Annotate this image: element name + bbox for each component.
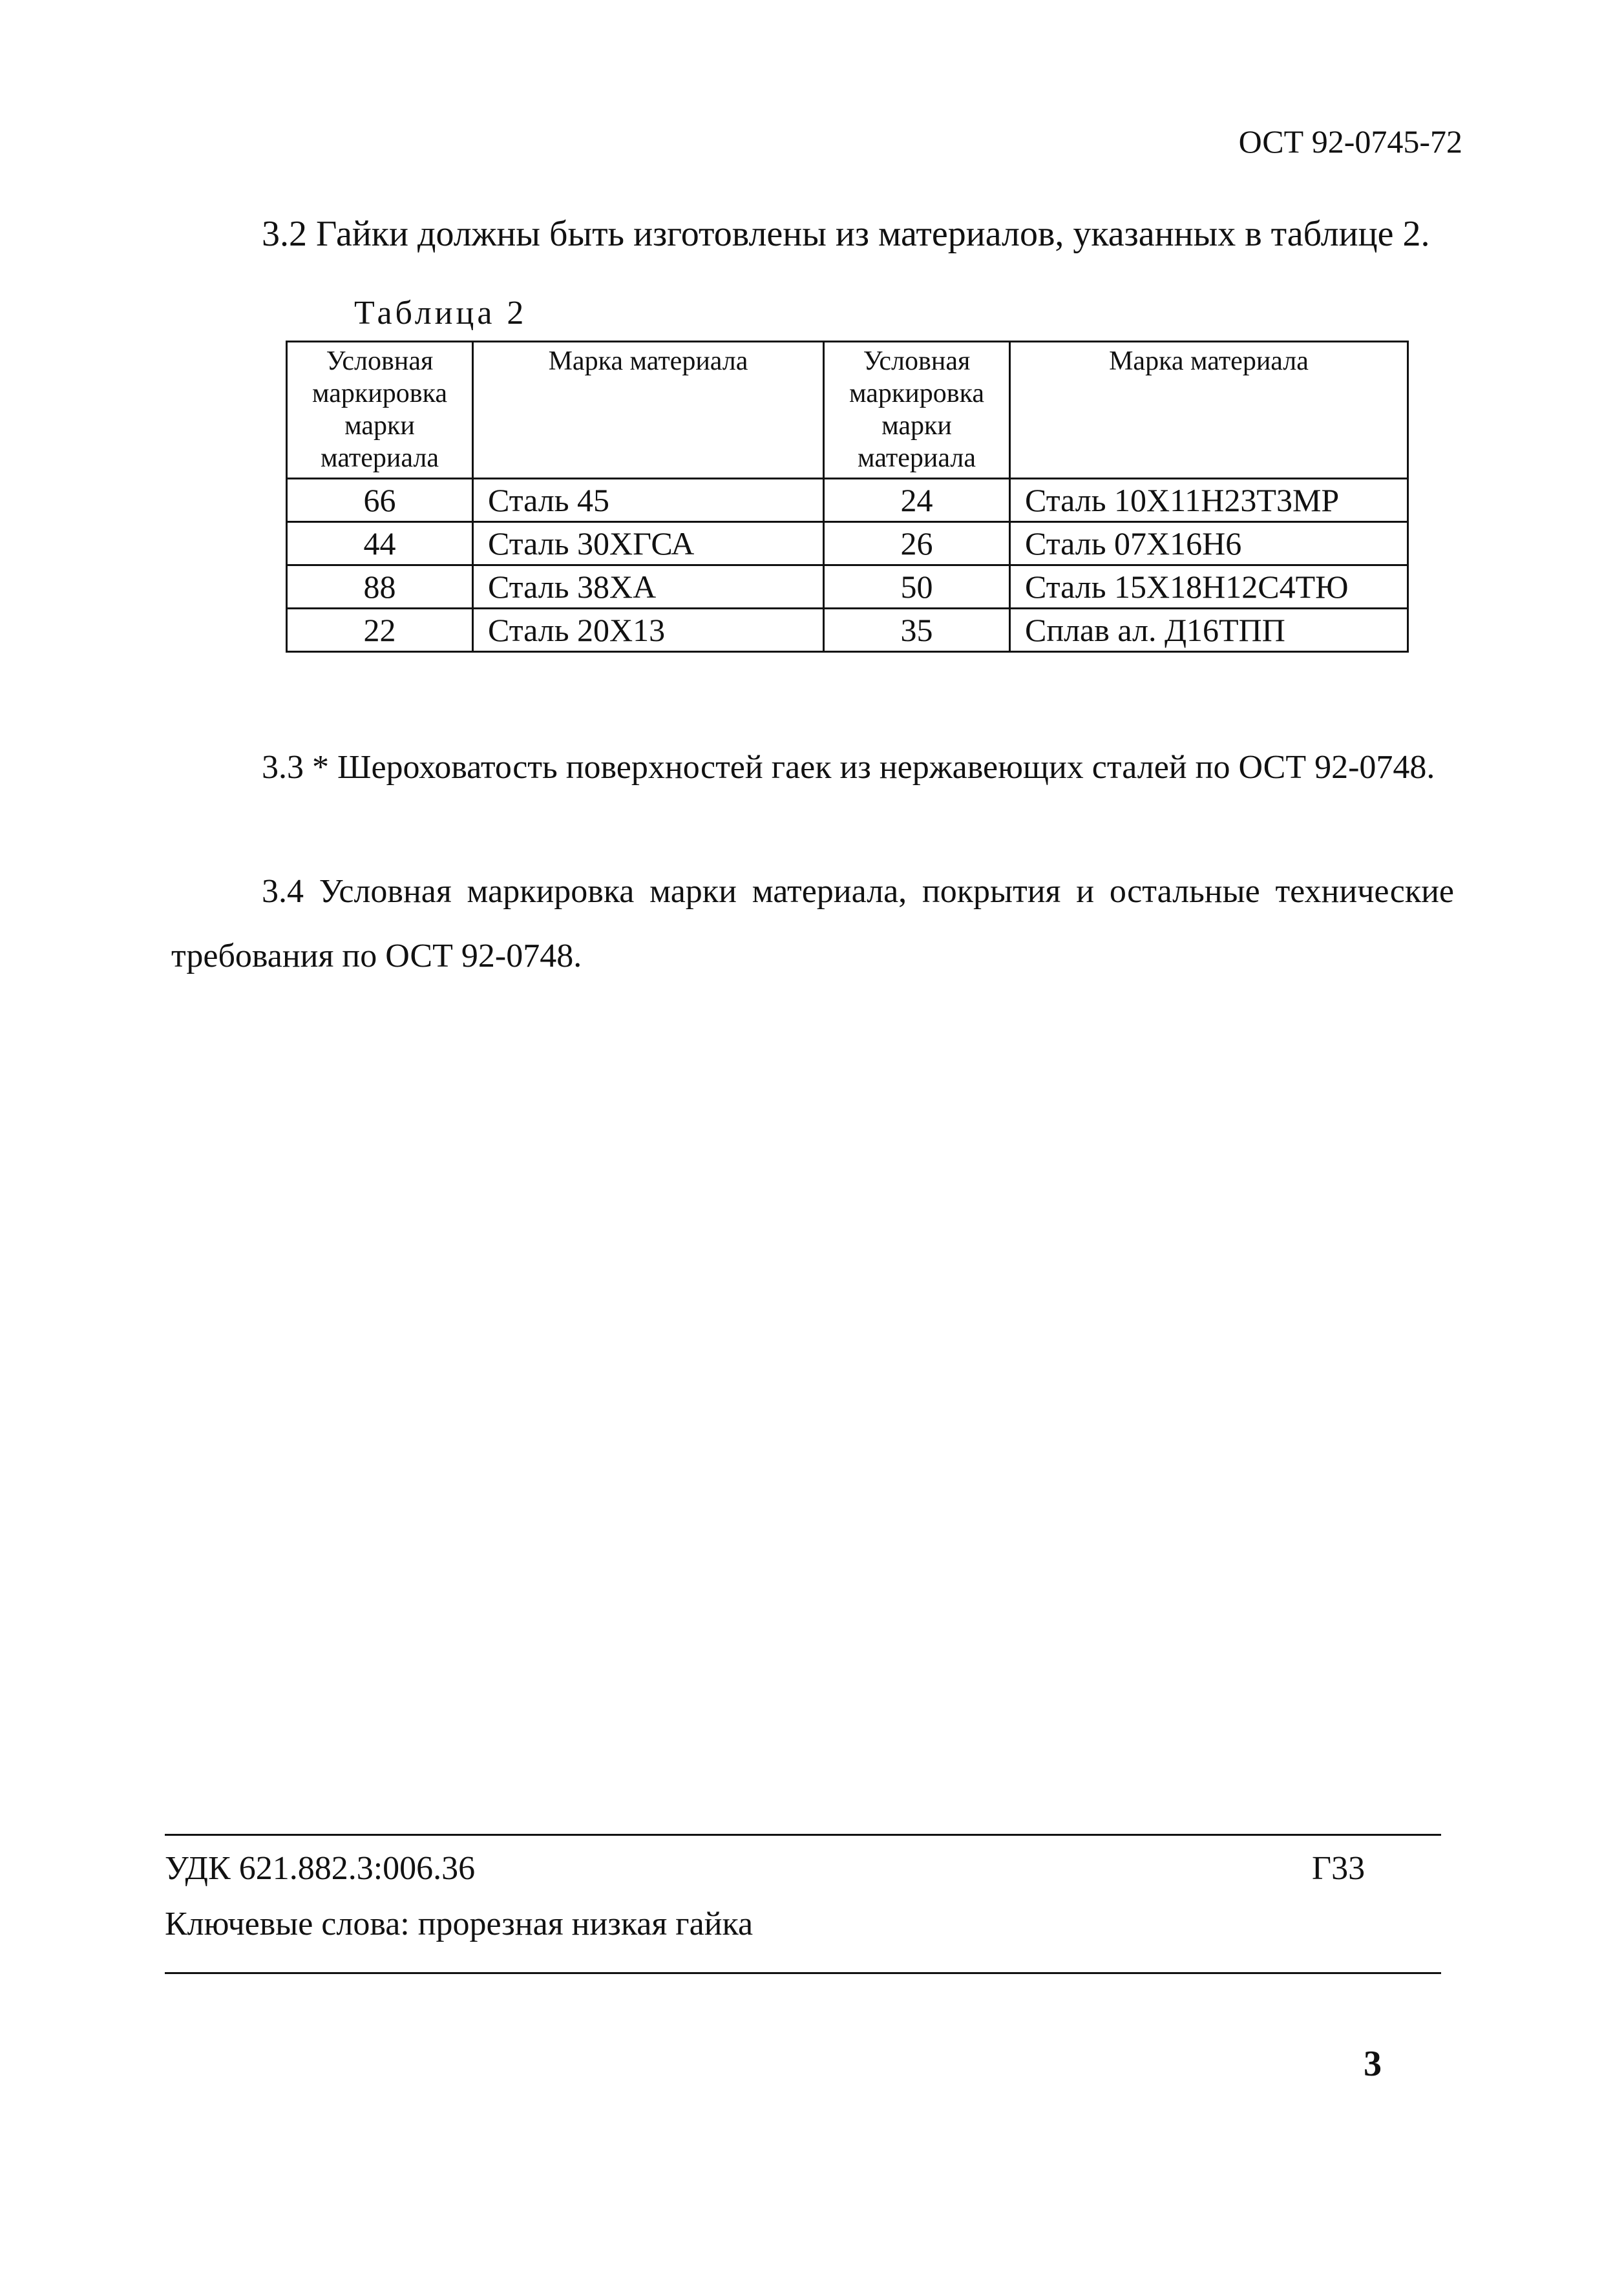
udk-code: УДК 621.882.3:006.36 <box>165 1850 476 1887</box>
group-code: Г33 <box>1312 1850 1366 1887</box>
header-material-2: Марка материала <box>1010 342 1408 479</box>
header-code-2: Условная маркировка марки материала <box>824 342 1010 479</box>
cell-code: 22 <box>287 609 473 652</box>
cell-material: Сплав ал. Д16ТПП <box>1010 609 1408 652</box>
cell-code: 35 <box>824 609 1010 652</box>
materials-table <box>286 341 1409 653</box>
cell-material: Сталь 38ХА <box>473 565 824 609</box>
keywords: Ключевые слова: прорезная низкая гайка <box>165 1906 754 1942</box>
cell-material: Сталь 15Х18Н12С4ТЮ <box>1010 565 1408 609</box>
cell-code: 66 <box>287 479 473 522</box>
document-code: ОСТ 92-0745-72 <box>1238 123 1462 160</box>
footer-bottom-divider <box>165 1972 1441 1974</box>
cell-material: Сталь 10Х11Н23Т3МР <box>1010 479 1408 522</box>
cell-material: Сталь 45 <box>473 479 824 522</box>
table-row <box>287 565 1408 609</box>
page-number: 3 <box>1364 2044 1382 2084</box>
cell-material: Сталь 20Х13 <box>473 609 824 652</box>
footer-top-divider <box>165 1834 1441 1836</box>
section-3-3-body: 3.3 * Шероховатость поверхностей гаек из нержавеющих сталей по ОСТ 92-0748. <box>262 749 1435 786</box>
section-3-3-text <box>171 735 1454 800</box>
section-3-4-text <box>171 859 1454 989</box>
header-material-1: Марка материала <box>473 342 824 479</box>
header-code-1: Условная маркировка марки материала <box>287 342 473 479</box>
cell-code: 88 <box>287 565 473 609</box>
cell-material: Сталь 07Х16Н6 <box>1010 522 1408 565</box>
section-3-2-text: 3.2 Гайки должны быть изготовлены из материалов, указанных в таблице 2. <box>262 214 1430 254</box>
cell-code: 44 <box>287 522 473 565</box>
cell-code: 24 <box>824 479 1010 522</box>
table-caption: Таблица 2 <box>354 295 527 331</box>
table-row <box>287 609 1408 652</box>
cell-code: 26 <box>824 522 1010 565</box>
table-header-row <box>287 342 1408 479</box>
section-3-4-body: 3.4 Условная маркировка марки материала, покрытия и остальные технические требования по ОСТ 92-0748. <box>171 873 1454 974</box>
cell-code: 50 <box>824 565 1010 609</box>
table-row <box>287 522 1408 565</box>
cell-material: Сталь 30ХГСА <box>473 522 824 565</box>
table-row <box>287 479 1408 522</box>
